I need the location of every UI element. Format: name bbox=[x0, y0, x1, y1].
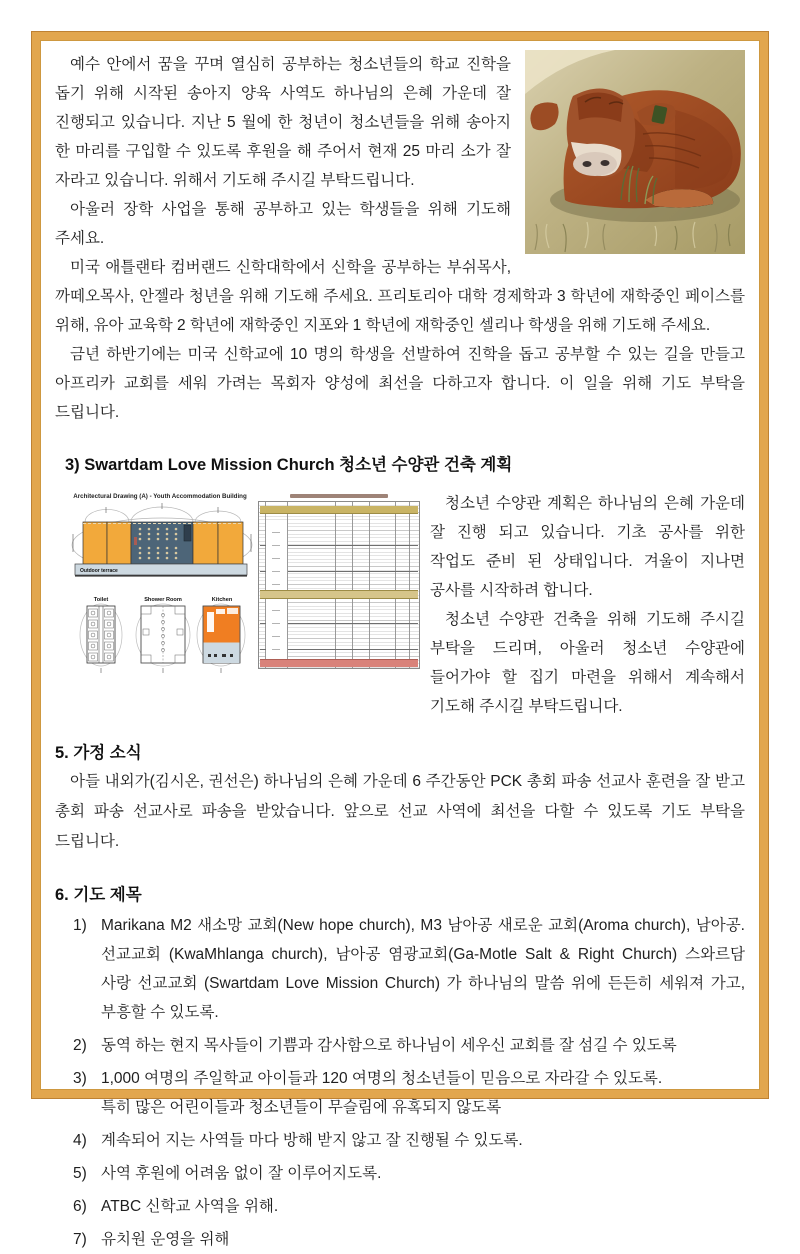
section5-body: 아들 내외가(김시온, 권선은) 하나님의 은혜 가운데 6 주간동안 PCK 총회 파송 선교사 훈련을 잘 받고 총회 파송 선교사로 파송을 받았습니다. 앞으로 선교 사역에 최선을 다할 수 있도록 기도 부탁을 드립니다. bbox=[55, 773, 745, 850]
prayer-item-subtext: 특히 많은 어린이들과 청소년들이 무슬림에 유혹되지 않도록 bbox=[101, 1099, 502, 1116]
prayer-item-6 bbox=[55, 1192, 745, 1221]
prayer-item-5 bbox=[55, 1159, 745, 1188]
section3-heading: 3) Swartdam Love Mission Church 청소년 수양관 건축 계획 bbox=[65, 456, 513, 474]
kitchen-plan-label: Kitchen bbox=[211, 597, 233, 603]
intro-paragraph-1: 예수 안에서 꿈을 꾸며 열심히 공부하는 청소년들의 학교 진학을 돕기 위해 시작된 송아지 양육 사역도 하나님의 은혜 가운데 잘 진행되고 있습니다. 지난 5 월에 한 청년이 청소년들을 위해 송아지 한 마리를 구입할 수 있도록 후원을 해 주어서 현재 25 마리 소가 잘 자라고 있습니다. 위해서 기도해 주시길 부탁드립니다. bbox=[55, 56, 511, 189]
prayer-item-7 bbox=[55, 1225, 745, 1254]
terrace-label: Outdoor terrace bbox=[80, 568, 118, 574]
page-border-frame bbox=[32, 32, 768, 1248]
section3-figures-row bbox=[55, 489, 745, 721]
prayer-item-1 bbox=[55, 911, 745, 1027]
intro-paragraph-3: 미국 애틀랜타 컴버랜드 신학대학에서 신학을 공부하는 부쉬목사, 까떼오목사, 안젤라 청년을 위해 기도해 주세요. 프리토리아 대학 경제학과 3 학년에 재학중인 페이스를 위해, 유아 교육학 2 학년에 재학중인 지포와 1 학년에 재학중인 셀리나 학생을 위해 기도해 주세요. bbox=[55, 259, 745, 334]
prayer-item-number: 6) bbox=[73, 1198, 87, 1215]
prayer-item-number: 7) bbox=[73, 1231, 87, 1248]
section3-text bbox=[430, 489, 745, 721]
prayer-item-2 bbox=[55, 1031, 745, 1060]
prayer-item-3 bbox=[55, 1064, 745, 1122]
table-title-text bbox=[290, 494, 388, 498]
intro-paragraph-2: 아울러 장학 사업을 통해 공부하고 있는 학생들을 위해 기도해 주세요. bbox=[55, 201, 511, 247]
shower-plan-label: Shower Room bbox=[144, 597, 182, 603]
prayer-item-number: 4) bbox=[73, 1132, 87, 1149]
prayer-item-text: 유치원 운영을 위해 bbox=[101, 1231, 230, 1248]
table-grid bbox=[258, 501, 420, 669]
toilet-plan-label: Toilet bbox=[93, 597, 109, 603]
section5-heading: 5. 가정 소식 bbox=[55, 744, 142, 762]
table-header-band bbox=[260, 506, 418, 514]
prayer-item-4 bbox=[55, 1126, 745, 1155]
prayer-item-number: 5) bbox=[73, 1165, 87, 1182]
architectural-drawing-image bbox=[63, 489, 258, 679]
calf-photo bbox=[525, 50, 745, 254]
prayer-item-text: Marikana M2 새소망 교회(New hope church), M3 남아공 새로운 교회(Aroma church), 남아공. 선교교회 (KwaMhlanga church), 남아공 염광교회(Ga-Motle Salt & Right Church) 스와르담 사랑 선교교회 (Swartdam Love Mission Church) 가 하나님의 말씀 위에 든든히 세워져 가고, 부흥할 수 있도록. bbox=[101, 917, 745, 1021]
door-shape bbox=[184, 525, 191, 541]
section6-heading: 6. 기도 제목 bbox=[55, 886, 142, 904]
prayer-item-number: 1) bbox=[73, 917, 87, 934]
intro-section bbox=[55, 50, 745, 427]
prayer-item-number: 3) bbox=[73, 1070, 87, 1087]
section3-paragraph-1: 청소년 수양관 계획은 하나님의 은혜 가운데 잘 진행 되고 있습니다. 기초 공사를 위한 작업도 준비 된 상태입니다. 겨울이 지나면 공사를 시작하려 합니다. bbox=[430, 495, 745, 599]
section3-paragraph-2: 청소년 수양관 건축을 위해 기도해 주시길 부탁을 드리며, 아울러 청소년 수양관에 들어가야 할 집기 마련을 위해서 계속해서 기도해 주시길 부탁드립니다. bbox=[430, 611, 745, 715]
construction-cost-table-image bbox=[258, 493, 420, 669]
kitchen-plan bbox=[197, 604, 245, 673]
shower-room-plan bbox=[136, 604, 190, 673]
prayer-item-text: 1,000 여명의 주일학교 아이들과 120 여명의 청소년들이 믿음으로 자라갈 수 있도록. bbox=[101, 1070, 663, 1087]
drawing-title: Architectural Drawing (A) - Youth Accommodation Building bbox=[73, 493, 247, 500]
prayer-item-text: 계속되어 지는 사역들 마다 방해 받지 않고 잘 진행될 수 있도록. bbox=[101, 1132, 523, 1149]
section5 bbox=[55, 739, 745, 857]
prayer-list bbox=[55, 911, 745, 1254]
toilet-plan bbox=[80, 604, 122, 673]
table-mid-band bbox=[260, 590, 418, 599]
prayer-item-number: 2) bbox=[73, 1037, 87, 1054]
intro-paragraph-4: 금년 하반기에는 미국 신학교에 10 명의 학생을 선발하여 진학을 돕고 공부할 수 있는 길을 만들고 아프리카 교회를 세워 가려는 목회자 양성에 최선을 다하고자 합니다. 이 일을 위해 기도 부탁을 드립니다. bbox=[55, 346, 745, 421]
prayer-item-text: 사역 후원에 어려움 없이 잘 이루어지도록. bbox=[101, 1165, 382, 1182]
table-total-band bbox=[260, 659, 418, 667]
prayer-item-text: ATBC 신학교 사역을 위해. bbox=[101, 1198, 279, 1215]
prayer-item-text: 동역 하는 현지 목사들이 기쁨과 감사함으로 하나님이 세우신 교회를 잘 섬길 수 있도록 bbox=[101, 1037, 677, 1054]
section6 bbox=[55, 881, 745, 1254]
